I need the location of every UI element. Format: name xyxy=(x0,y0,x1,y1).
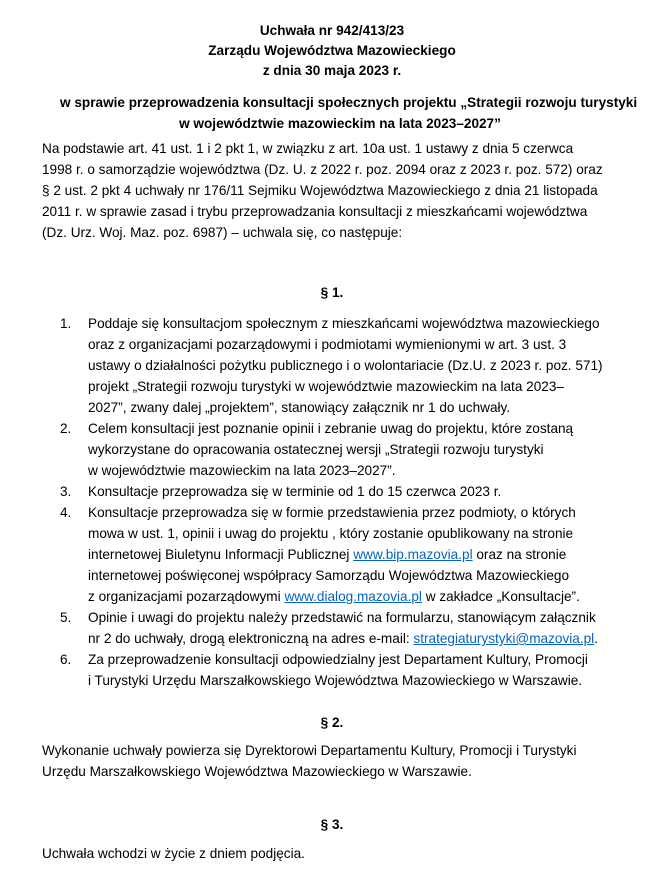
issuing-body: Zarządu Województwa Mazowieckiego xyxy=(208,43,456,58)
resolution-subject xyxy=(60,92,638,134)
item-text: . xyxy=(594,631,598,646)
item-text: z organizacjami pozarządowymi xyxy=(88,589,285,604)
item-line: Za przeprowadzenie konsultacji odpowiedzialny jest Departament Kultury, Promocji xyxy=(88,652,588,667)
item-number: 4. xyxy=(60,505,72,520)
section-3-heading: § 3. xyxy=(320,817,344,832)
email-link[interactable]: strategiaturystyki@mazovia.pl xyxy=(413,631,595,646)
section-2-line: Urzędu Marszałkowskiego Województwa Mazowieckiego w Warszawie. xyxy=(42,764,472,779)
item-line xyxy=(88,544,648,565)
item-line: Konsultacje przeprowadza się w terminie od 1 do 15 czerwca 2023 r. xyxy=(88,484,502,499)
resolution-date: z dnia 30 maja 2023 r. xyxy=(262,63,402,78)
item-line: mowa w ust. 1, opinii i uwag do projektu , który zostanie opublikowany na stronie xyxy=(88,526,574,541)
item-line: oraz z organizacjami pozarządowymi i podmiotami wymienionymi w art. 3 ust. 3 xyxy=(88,337,567,352)
item-line: ustawy o działalności pożytku publicznego i o wolontariacie (Dz.U. z 2023 r. poz. 571) xyxy=(88,358,603,373)
item-number: 1. xyxy=(60,316,72,331)
item-text: oraz na stronie xyxy=(472,547,567,562)
item-line: Konsultacje przeprowadza się w formie przedstawienia przez podmioty, o których xyxy=(88,505,576,520)
item-line: projekt „Strategii rozwoju turystyki w województwie mazowieckim na lata 2023– xyxy=(88,379,564,394)
subject-line: w sprawie przeprowadzenia konsultacji społecznych projektu „Strategii rozwoju turystyki xyxy=(60,95,638,110)
item-number: 5. xyxy=(60,610,72,625)
section-1-heading: § 1. xyxy=(320,285,344,300)
item-line: Opinie i uwagi do projektu należy przedstawić na formularzu, stanowiącym załącznik xyxy=(88,610,596,625)
item-number: 3. xyxy=(60,484,72,499)
bip-link[interactable]: www.bip.mazovia.pl xyxy=(353,547,473,562)
section-2-line: Wykonanie uchwały powierza się Dyrektorowi Departamentu Kultury, Promocji i Turystyki xyxy=(42,743,577,758)
item-line xyxy=(88,586,648,607)
section-2-heading: § 2. xyxy=(320,715,344,730)
item-line: i Turystyki Urzędu Marszałkowskiego Województwa Mazowieckiego w Warszawie. xyxy=(88,673,583,688)
resolution-number: Uchwała nr 942/413/23 xyxy=(259,23,405,38)
preamble-line: § 2 ust. 2 pkt 4 uchwały nr 176/11 Sejmiku Województwa Mazowieckiego z dnia 21 listopada xyxy=(42,183,598,198)
item-line: 2027”, zwany dalej „projektem”, stanowiący załącznik nr 1 do uchwały. xyxy=(88,400,511,415)
subject-line: w województwie mazowieckim na lata 2023–2027” xyxy=(179,116,501,131)
preamble-line: (Dz. Urz. Woj. Maz. poz. 6987) – uchwala się, co następuje: xyxy=(42,225,403,240)
section-2-text xyxy=(42,740,632,782)
section-3-text: Uchwała wchodzi w życie z dniem podjęcia. xyxy=(42,846,305,861)
preamble-line: Na podstawie art. 41 ust. 1 i 2 pkt 1, w związku z art. 10a ust. 1 ustawy z dnia 5 czerwca xyxy=(42,141,574,156)
preamble-line: 1998 r. o samorządzie województwa (Dz. U. z 2022 r. poz. 2094 oraz z 2023 r. poz. 572) oraz xyxy=(42,162,603,177)
item-line: wykorzystane do opracowania ostatecznej wersji „Strategii rozwoju turystyki xyxy=(88,442,544,457)
item-line: Celem konsultacji jest poznanie opinii i zebranie uwag do projektu, które zostaną xyxy=(88,421,574,436)
item-number: 6. xyxy=(60,652,72,667)
preamble-line: 2011 r. w sprawie zasad i trybu przeprowadzania konsultacji z mieszkańcami województwa xyxy=(42,204,588,219)
item-text: w zakładce „Konsultacje”. xyxy=(421,589,580,604)
item-line: internetowej poświęconej współpracy Samorządu Województwa Mazowieckiego xyxy=(88,568,570,583)
item-line xyxy=(88,628,648,649)
item-text: nr 2 do uchwały, drogą elektroniczną na adres e-mail: xyxy=(88,631,414,646)
preamble xyxy=(42,138,632,243)
item-text: internetowej Biuletynu Informacji Publicznej xyxy=(88,547,354,562)
dialog-link[interactable]: www.dialog.mazovia.pl xyxy=(284,589,422,604)
item-number: 2. xyxy=(60,421,72,436)
item-line: w województwie mazowieckim na lata 2023–2027”. xyxy=(88,463,396,478)
item-line: Poddaje się konsultacjom społecznym z mieszkańcami województwa mazowieckiego xyxy=(88,316,600,331)
